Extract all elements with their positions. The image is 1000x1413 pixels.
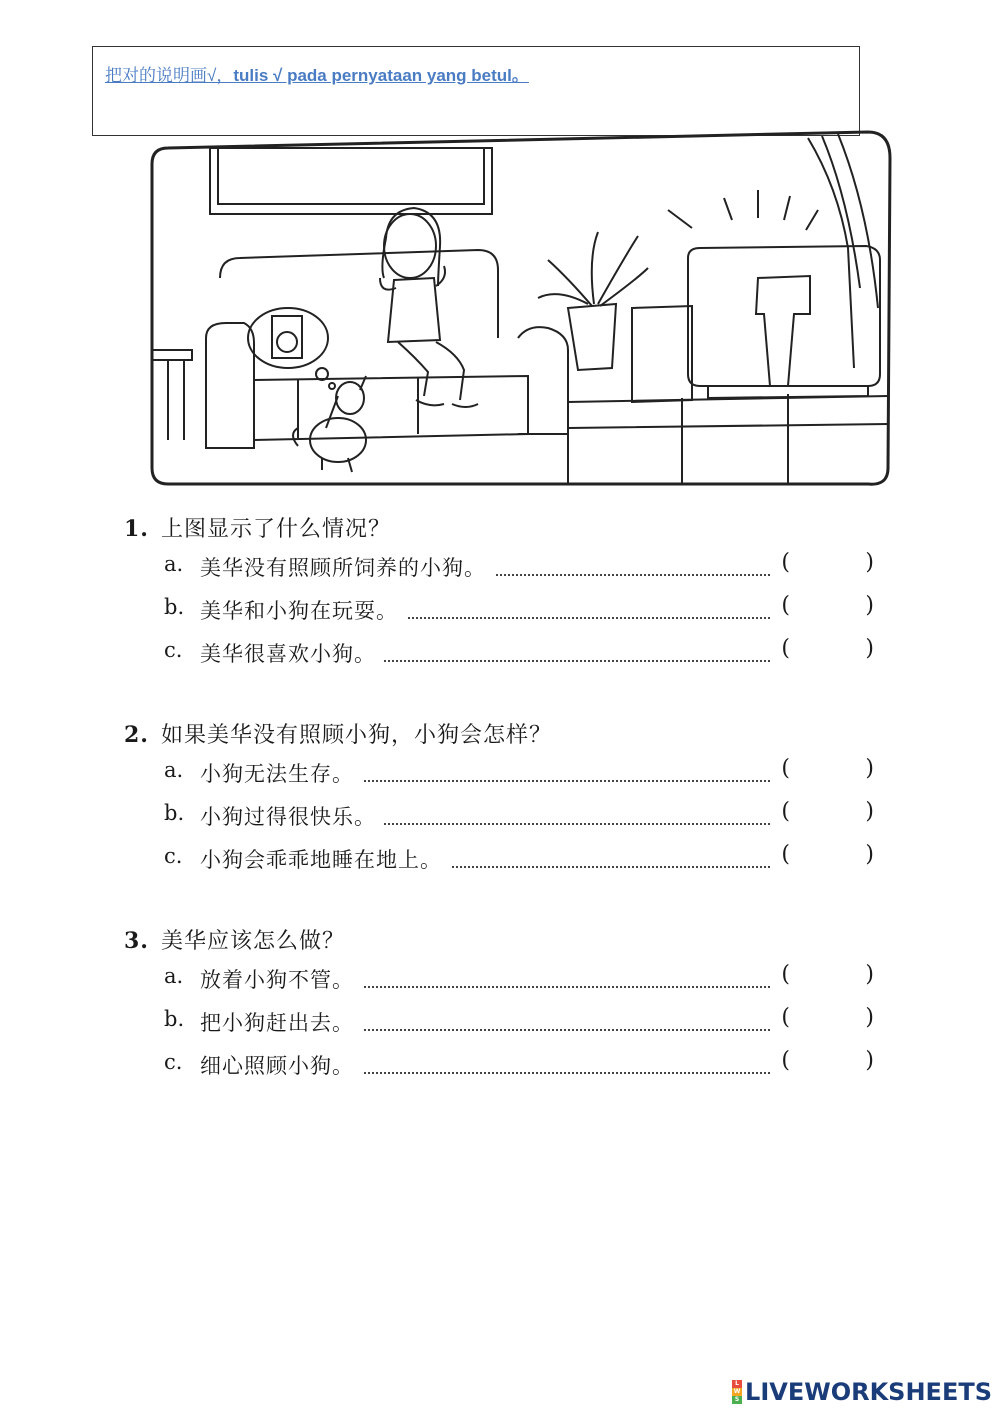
paren-left: ( (781, 799, 790, 824)
paren-right: ) (865, 593, 874, 618)
question-title (124, 924, 345, 955)
paren-right: ) (865, 962, 874, 987)
logo-badge-s: S (732, 1396, 742, 1404)
answer-field[interactable] (796, 758, 852, 788)
instruction-ms: tulis √ pada pernyataan yang betul。 (233, 66, 529, 85)
question-text: 如果美华没有照顾小狗，小狗会怎样？ (160, 723, 552, 748)
question-text: 上图显示了什么情况？ (160, 517, 391, 542)
paren-left: ( (781, 1048, 790, 1073)
curtain (808, 134, 878, 368)
option-row (164, 844, 874, 874)
option-row (164, 801, 874, 831)
answer-field[interactable] (796, 801, 852, 831)
option-letter: a. (164, 964, 184, 988)
option-text: 放着小狗不管。 (200, 964, 362, 994)
option-row (164, 595, 874, 625)
option-text: 美华没有照顾所饲养的小狗。 (200, 552, 494, 582)
option-text: 小狗无法生存。 (200, 758, 362, 788)
paren-right: ) (865, 550, 874, 575)
option-text: 小狗会乖乖地睡在地上。 (200, 844, 450, 874)
answer-field[interactable] (796, 1050, 852, 1080)
logo-badge-w: W (733, 1388, 741, 1395)
option-row (164, 1007, 874, 1037)
answer-field[interactable] (796, 844, 852, 874)
paren-right: ) (865, 756, 874, 781)
logo-badge (732, 1380, 742, 1404)
option-letter: a. (164, 552, 184, 576)
option-text: 美华很喜欢小狗。 (200, 638, 384, 668)
paren-right: ) (865, 842, 874, 867)
option-text: 细心照顾小狗。 (200, 1050, 362, 1080)
option-letter: b. (164, 1007, 185, 1031)
option-letter: c. (164, 638, 183, 662)
liveworksheets-logo (732, 1378, 992, 1406)
question-text: 美华应该怎么做？ (160, 929, 345, 954)
side-table (152, 350, 192, 440)
instruction-text (105, 61, 529, 86)
option-text: 美华和小狗在玩耍。 (200, 595, 406, 625)
instruction-zh: 把对的说明画√， (105, 66, 234, 85)
paren-right: ) (865, 1048, 874, 1073)
paren-left: ( (781, 756, 790, 781)
option-letter: c. (164, 1050, 183, 1074)
illustration-frame (152, 132, 890, 484)
paren-left: ( (781, 593, 790, 618)
paren-left: ( (781, 636, 790, 661)
paren-left: ( (781, 1005, 790, 1030)
logo-badge-l: L (732, 1380, 742, 1388)
sofa (206, 250, 568, 448)
option-letter: b. (164, 595, 185, 619)
option-row (164, 552, 874, 582)
question-title (124, 512, 391, 543)
answer-field[interactable] (796, 638, 852, 668)
paren-left: ( (781, 962, 790, 987)
answer-field[interactable] (796, 1007, 852, 1037)
cabinet (568, 306, 888, 484)
thought-bubble (248, 308, 335, 389)
option-row (164, 758, 874, 788)
paren-left: ( (781, 842, 790, 867)
option-row (164, 1050, 874, 1080)
option-letter: a. (164, 758, 184, 782)
answer-field[interactable] (796, 552, 852, 582)
option-row (164, 964, 874, 994)
question-number: 2. (124, 722, 149, 748)
answer-field[interactable] (796, 964, 852, 994)
paren-right: ) (865, 1005, 874, 1030)
option-letter: c. (164, 844, 183, 868)
question-number: 3. (124, 928, 149, 954)
paren-right: ) (865, 636, 874, 661)
scene-illustration (148, 128, 892, 490)
paren-left: ( (781, 550, 790, 575)
option-row (164, 638, 874, 668)
paren-right: ) (865, 799, 874, 824)
dog (293, 376, 366, 472)
instruction-box (92, 46, 860, 136)
answer-field[interactable] (796, 595, 852, 625)
option-letter: b. (164, 801, 185, 825)
option-text: 把小狗赶出去。 (200, 1007, 362, 1037)
question-title (124, 718, 552, 749)
option-text: 小狗过得很快乐。 (200, 801, 384, 831)
question-number: 1. (124, 516, 149, 542)
logo-text: LIVEWORKSHEETS (745, 1378, 992, 1406)
